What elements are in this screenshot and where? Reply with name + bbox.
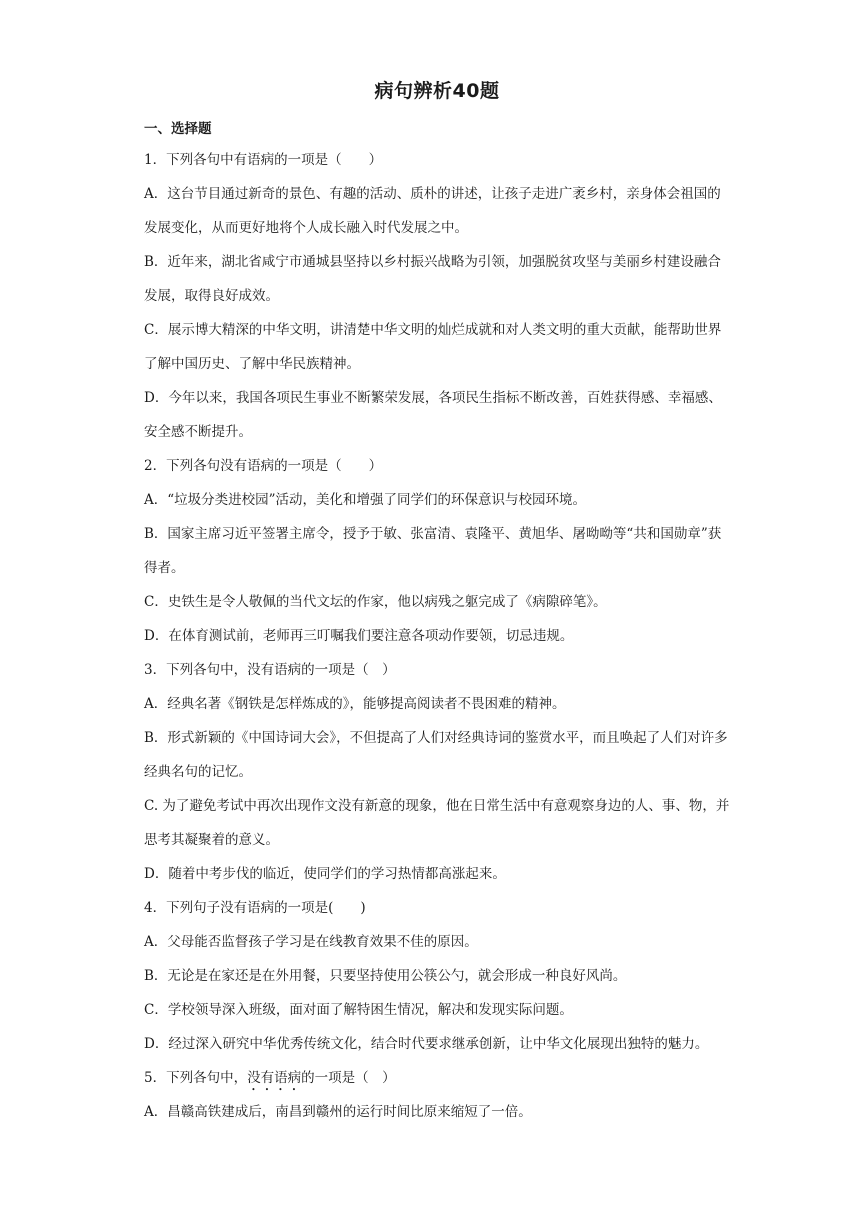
question-2 [144, 449, 730, 653]
option-d: D．经过深入研究中华优秀传统文化，结合时代要求继承创新，让中华文化展现出独特的魅力。 [144, 1036, 709, 1052]
option-d: D．今年以来，我国各项民生事业不断繁荣发展，各项民生指标不断改善，百姓获得感、幸福感、安全感不断提升。 [144, 390, 722, 440]
option-c: C．展示博大精深的中华文明，讲清楚中华文明的灿烂成就和对人类文明的重大贡献，能帮助世界了解中国历史、了解中华民族精神。 [144, 322, 722, 372]
option-c: C．史铁生是令人敬佩的当代文坛的作家，他以病残之躯完成了《病隙碎笔》。 [144, 594, 607, 610]
option-c: C．学校领导深入班级，面对面了解特困生情况，解决和发现实际问题。 [144, 1002, 573, 1018]
option-a: A．这台节目通过新奇的景色、有趣的活动、质朴的讲述，让孩子走进广袤乡村，亲身体会祖国的发展变化，从而更好地将个人成长融入时代发展之中。 [144, 186, 721, 236]
section-heading: 一、选择题 [144, 121, 212, 137]
option-b: B．国家主席习近平签署主席令，授予于敏、张富清、袁隆平、黄旭华、屠呦呦等“共和国勋章”获得者。 [144, 526, 722, 576]
stem-suffix: 的一项是（ ） [301, 1070, 396, 1086]
question-5 [144, 1061, 730, 1129]
option-a: A．“垃圾分类进校园”活动，美化和增强了同学们的环保意识与校园环境。 [144, 492, 587, 508]
option-a: A．昌赣高铁建成后，南昌到赣州的运行时间比原来缩短了一倍。 [144, 1104, 532, 1120]
option-b: B．近年来，湖北省咸宁市通城县坚持以乡村振兴战略为引领，加强脱贫攻坚与美丽乡村建设融合发展，取得良好成效。 [144, 254, 721, 304]
question-stem: 3．下列各句中，没有语病的一项是（ ） [144, 662, 396, 678]
option-b: B．形式新颖的《中国诗词大会》，不但提高了人们对经典诗词的鉴赏水平，而且唤起了人们对许多经典名句的记忆。 [144, 730, 728, 780]
option-a: A．父母能否监督孩子学习是在线教育效果不佳的原因。 [144, 934, 478, 950]
option-c: C. 为了避免考试中再次出现作文没有新意的现象，他在日常生活中有意观察身边的人、事、物，并思考其凝聚着的意义。 [144, 798, 730, 848]
question-stem [144, 1061, 730, 1095]
emphasized-text: 没有语病 [247, 1070, 302, 1086]
question-1 [144, 143, 730, 449]
question-4 [144, 891, 730, 1061]
option-d: D．随着中考步伐的临近，使同学们的学习热情都高涨起来。 [144, 866, 506, 882]
question-stem: 1．下列各句中有语病的一项是（ ） [144, 152, 383, 168]
option-d: D．在体育测试前，老师再三叮嘱我们要注意各项动作要领，切忌违规。 [144, 628, 574, 644]
option-a: A．经典名著《钢铁是怎样炼成的》，能够提高阅读者不畏困难的精神。 [144, 696, 566, 712]
page-title: 病句辨析40题 [374, 80, 500, 102]
question-3 [144, 653, 730, 891]
stem-prefix: 5．下列各句中， [144, 1070, 248, 1086]
option-b: B．无论是在家还是在外用餐，只要坚持使用公筷公勺，就会形成一种良好风尚。 [144, 968, 627, 984]
question-stem: 4．下列句子没有语病的一项是( ) [144, 900, 366, 916]
question-stem: 2．下列各句没有语病的一项是（ ） [144, 458, 383, 474]
